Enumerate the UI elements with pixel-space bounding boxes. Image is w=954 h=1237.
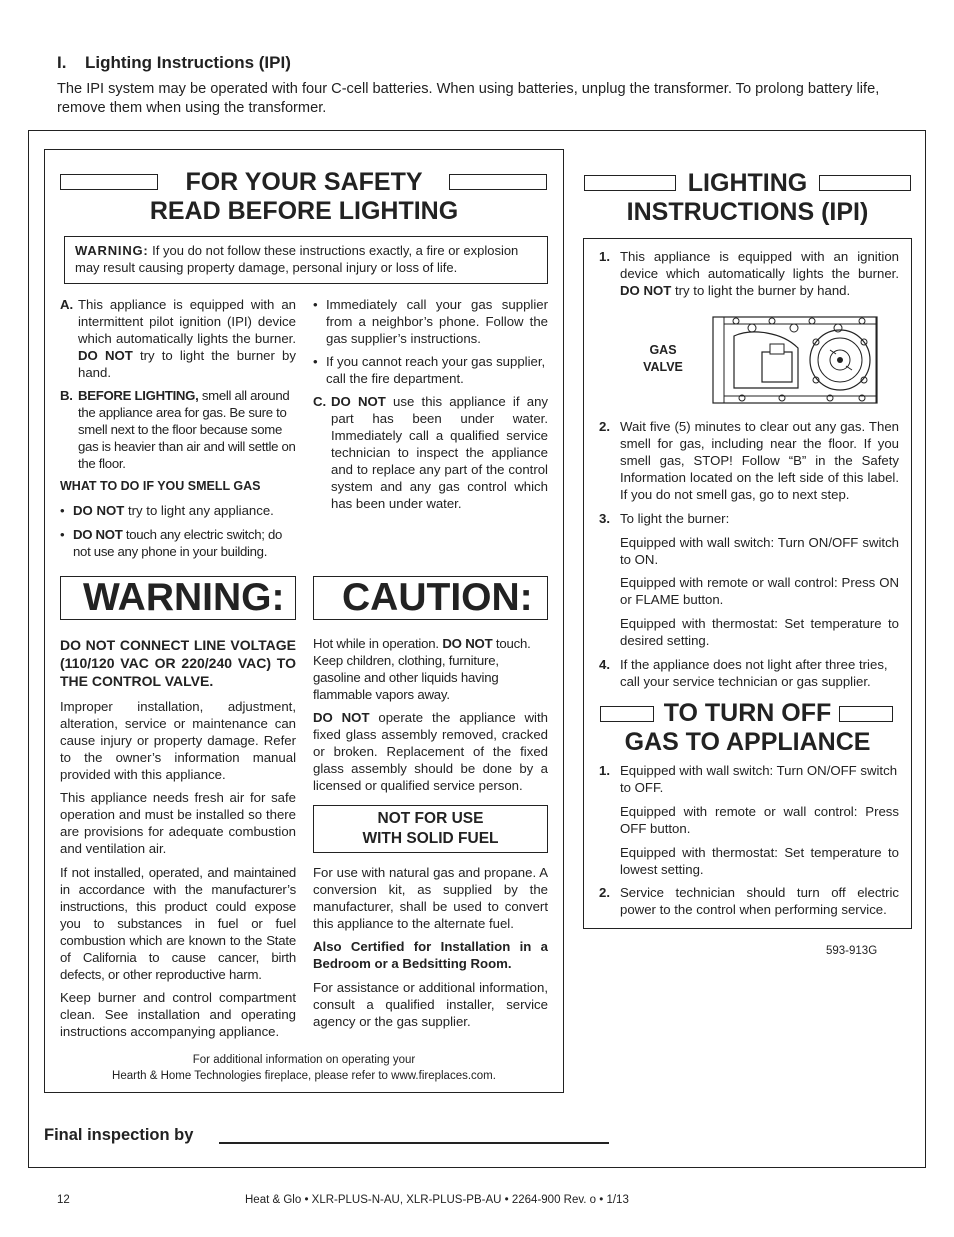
step-marker: 2.	[599, 885, 610, 900]
warning-voltage-text: DO NOT CONNECT LINE VOLTAGE (110/120 VAC OR 220/240 VAC) TO THE CONTROL VALVE.	[60, 637, 296, 689]
turnoff-step-2	[599, 884, 899, 918]
turnoff-heading-line2: GAS TO APPLIANCE	[624, 728, 871, 756]
intro-paragraph: The IPI system may be operated with four C-cell batteries. When using batteries, unplug the transformer. To prolong battery life, remove them when using the transformer.	[57, 81, 880, 116]
warning-paragraph-3: If not installed, operated, and maintained in accordance with the manufacturer’s instructions, this product could expose you to substances in fuel or fuel combustion which are known to the State of California to cause cancer, birth defects, or other reproductive harm.	[60, 865, 296, 982]
lighting-step-3-remote: Equipped with remote or wall control: Press ON or FLAME button.	[620, 575, 899, 607]
step-marker: 4.	[599, 657, 610, 672]
safety-heading	[44, 168, 564, 226]
lighting-step-3-wall-switch: Equipped with wall switch: Turn ON/OFF switch to ON.	[620, 535, 899, 567]
bullet-dot: •	[313, 354, 318, 369]
item-text: If the appliance does not light after three tries, call your service technician or gas supplier.	[620, 657, 888, 689]
item-text: smell all around the appliance area for gas. Be sure to smell next to the floor because some gas is heavier than air and will settle on the floor.	[78, 388, 296, 471]
gas-valve-line2: VALVE	[643, 360, 683, 374]
gas-valve-line1: GAS	[649, 343, 677, 357]
item-text: touch. Keep children, clothing, furniture, gasoline and other liquids having flammable vapors away.	[313, 636, 531, 702]
smell-bullet-1	[60, 502, 296, 519]
page-footer: Heat & Glo • XLR-PLUS-N-AU, XLR-PLUS-PB-AU • 2264-900 Rev. o • 1/13	[245, 1194, 629, 1206]
item-text: To light the burner:	[620, 511, 730, 526]
caution-paragraph-5: For assistance or additional information, consult a qualified installer, service agency or the gas supplier.	[313, 980, 548, 1029]
step-marker: 3.	[599, 511, 610, 526]
lighting-step-1	[599, 248, 899, 299]
safety-heading-line2: READ BEFORE LIGHTING	[149, 197, 459, 225]
bullet-dot: •	[313, 297, 318, 312]
lighting-step-2	[599, 418, 899, 503]
item-text: try to light any appliance.	[124, 503, 274, 518]
final-inspection-signature-line	[219, 1142, 609, 1144]
warning-title-box: WARNING:	[60, 576, 296, 620]
section-title-text: Lighting Instructions (IPI)	[85, 53, 291, 72]
caution-paragraph-3: For use with natural gas and propane. A conversion kit, as supplied by the manufacturer, shall be used to convert this appliance to the alternate fuel.	[313, 865, 548, 931]
turnoff-step-1-remote: Equipped with remote or wall control: Press OFF button.	[620, 804, 899, 836]
item-bold: DO NOT	[73, 503, 125, 518]
item-text: This appliance is equipped with an intermittent pilot ignition (IPI) device which automatically lights the burner.	[78, 297, 296, 346]
turnoff-heading	[583, 699, 912, 757]
turnoff-heading-line1: TO TURN OFF	[663, 699, 832, 727]
bullet-dot: •	[60, 527, 65, 542]
gas-valve-illustration-icon	[712, 314, 879, 406]
safety-item-c	[313, 393, 548, 512]
final-inspection-label: Final inspection by	[44, 1126, 194, 1144]
item-text: try to light the burner by hand.	[78, 348, 296, 380]
item-bold: DO NOT	[620, 283, 672, 298]
fire-warning-box	[64, 236, 548, 284]
item-bold: DO NOT	[313, 710, 370, 725]
safety-heading-line1: FOR YOUR SAFETY	[185, 168, 423, 196]
section-number: I.	[57, 53, 67, 72]
caution-paragraph-2	[313, 709, 548, 794]
caution-paragraph-1	[313, 635, 548, 703]
solid-fuel-line1: NOT FOR USE	[377, 810, 484, 827]
item-bold: DO NOT	[331, 394, 386, 409]
bullet-dot: •	[60, 503, 65, 518]
item-text: touch any electric switch; do not use any phone in your building.	[73, 527, 283, 559]
warning-label: WARNING:	[75, 243, 149, 258]
lighting-heading-line2: INSTRUCTIONS (IPI)	[626, 198, 869, 226]
turnoff-step-1-thermostat: Equipped with thermostat: Set temperature to lowest setting.	[620, 845, 899, 877]
item-text: try to light the burner by hand.	[671, 283, 851, 298]
smell-bullet-3	[313, 296, 548, 347]
lighting-step-3	[599, 510, 899, 527]
step-marker: 2.	[599, 419, 610, 434]
item-bold: BEFORE LIGHTING,	[78, 388, 199, 403]
item-text: use this appliance if any part has been under water. Immediately call a qualified service technician to inspect the appliance and to replace any part of the control system and any gas control which has been under water.	[331, 394, 548, 511]
warning-text: If you do not follow these instructions exactly, a fire or explosion may result causing property damage, personal injury or loss of life.	[75, 243, 519, 275]
solid-fuel-line2: WITH SOLID FUEL	[362, 830, 499, 847]
lighting-heading	[583, 169, 912, 227]
safety-item-b	[60, 387, 296, 472]
smell-bullet-2	[60, 526, 298, 560]
warning-paragraph-4: Keep burner and control compartment clean. See installation and operating instructions accompanying appliance.	[60, 990, 296, 1039]
additional-info	[44, 1052, 564, 1084]
lighting-step-3-thermostat: Equipped with thermostat: Set temperature to desired setting.	[620, 616, 899, 648]
additional-info-line2: Hearth & Home Technologies fireplace, please refer to www.fireplaces.com.	[112, 1070, 496, 1082]
smell-gas-heading: WHAT TO DO IF YOU SMELL GAS	[60, 479, 261, 493]
item-marker: C.	[313, 394, 327, 409]
lighting-heading-line1: LIGHTING	[687, 169, 808, 197]
item-marker: B.	[60, 388, 73, 403]
item-text: Wait five (5) minutes to clear out any gas. Then smell for gas, including near the floor. If you smell gas, STOP! Follow “B” in the Safety Information located on the left side of this label. If you do not smell gas, go to next step.	[620, 419, 899, 502]
smell-bullet-4	[313, 353, 548, 387]
item-text: This appliance is equipped with an ignition device which automatically lights the burner.	[620, 249, 899, 281]
item-text: operate the appliance with fixed glass assembly removed, cracked or broken. Replacement of the fixed glass assembly should be done by a licensed or qualified service person.	[313, 710, 548, 793]
warning-paragraph-2: This appliance needs fresh air for safe operation and must be installed so there are provisions for adequate combustion and ventilation air.	[60, 790, 296, 856]
item-marker: A.	[60, 297, 74, 312]
safety-item-a	[60, 296, 296, 381]
item-bold: DO NOT	[73, 527, 123, 542]
step-marker: 1.	[599, 249, 610, 264]
solid-fuel-box	[313, 805, 548, 853]
item-text: Immediately call your gas supplier from a neighbor’s phone. Follow the gas supplier’s instructions.	[326, 297, 548, 346]
section-title	[57, 53, 291, 73]
page-number: 12	[57, 1194, 70, 1206]
warning-paragraph-1: Improper installation, adjustment, alteration, service or maintenance can cause injury or property damage. Refer to the owner’s information manual provided with this appliance.	[60, 699, 296, 782]
item-text: Hot while in operation.	[313, 636, 443, 651]
turnoff-step-1	[599, 762, 899, 796]
caution-title-box: CAUTION:	[313, 576, 548, 620]
item-text: Equipped with wall switch: Turn ON/OFF switch to OFF.	[620, 763, 898, 795]
item-text: If you cannot reach your gas supplier, call the fire department.	[326, 354, 546, 386]
gas-valve-label	[633, 342, 693, 376]
document-number: 593-913G	[826, 945, 878, 957]
caution-bedroom-text: Also Certified for Installation in a Bedroom or a Bedsitting Room.	[313, 939, 548, 971]
additional-info-line1: For additional information on operating your	[192, 1054, 416, 1066]
item-bold: DO NOT	[78, 348, 133, 363]
item-text: Service technician should turn off electric power to the control when performing service.	[620, 885, 899, 917]
lighting-step-4	[599, 656, 899, 690]
step-marker: 1.	[599, 763, 610, 778]
item-bold: DO NOT	[442, 636, 493, 651]
